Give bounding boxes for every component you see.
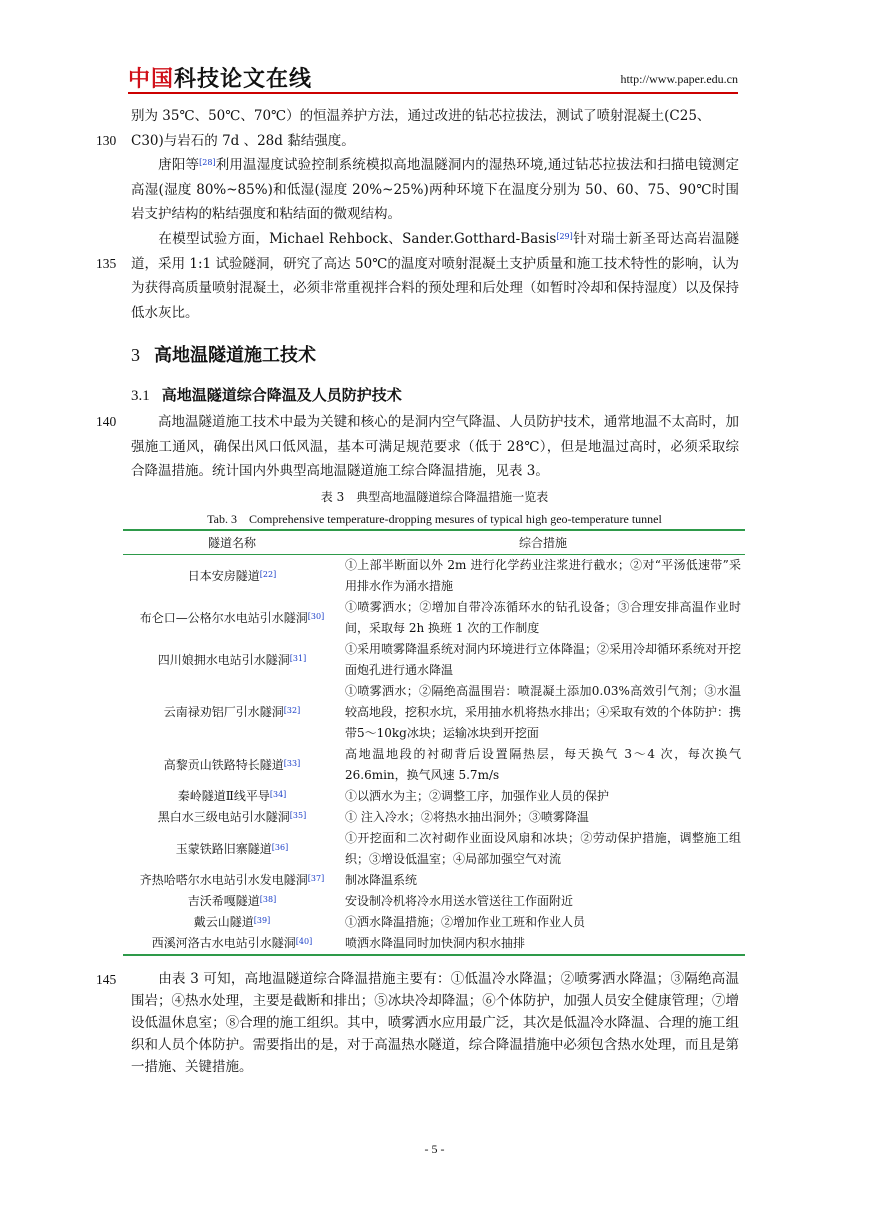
measures-cell: ①采用喷雾降温系统对洞内环境进行立体降温；②采用冷却循环系统对开挖面炮孔进行通水降温 xyxy=(345,642,742,677)
table-row xyxy=(123,681,745,744)
table-row xyxy=(123,597,745,639)
measures-cell: ①开挖面和二次衬砌作业面设风扇和冰块；②劳动保护措施，调整施工组织；③增设低温室；④局部加强空气对流 xyxy=(345,831,741,866)
measures-cell: 高地温地段的衬砌背后设置隔热层，每天换气 3～4 次，每次换气 26.6min，换气风速 5.7m/s xyxy=(345,747,741,782)
citation[interactable]: [36] xyxy=(271,842,289,852)
citation[interactable]: [39] xyxy=(253,916,271,925)
table-row xyxy=(123,828,745,870)
header-rule xyxy=(128,92,738,94)
table-row xyxy=(123,807,745,828)
table-row xyxy=(123,912,745,933)
citation[interactable]: [31] xyxy=(289,653,307,663)
section-heading: 3 高地温隧道施工技术 xyxy=(131,345,316,366)
table-row xyxy=(123,891,745,912)
citation[interactable]: [35] xyxy=(289,811,307,820)
table-row xyxy=(123,555,745,598)
measures-cell: 喷洒水降温同时加快洞内积水抽排 xyxy=(341,933,745,955)
tunnel-name-cell: 云南禄劝铝厂引水隧洞[32] xyxy=(163,705,301,719)
tunnel-name-cell: 四川娘拥水电站引水隧洞[31] xyxy=(157,652,307,667)
table-header-row xyxy=(123,530,745,555)
citation[interactable]: [34] xyxy=(269,790,287,799)
citation[interactable]: [40] xyxy=(295,937,313,946)
table-caption-cn: 表 3 典型高地温隧道综合降温措施一览表 xyxy=(320,490,549,504)
tunnel-name-cell: 日本安房隧道[22] xyxy=(187,568,277,583)
paragraph-2: 唐阳等[28]利用温湿度试验控制系统模拟高地温隧洞内的湿热环境,通过钻芯拉拔法和扫描电镜测定高湿(湿度 80%~85%)和低湿(湿度 20%~25%)两种环境下在温度分别为 50、60、75、90℃时围岩支护结构的粘结强度和粘结面的微观结构。 xyxy=(131,157,740,222)
column-header-tunnel: 隧道名称 xyxy=(123,530,341,555)
line-number: 140 xyxy=(96,414,117,429)
tunnel-name-cell: 齐热哈嗒尔水电站引水发电隧洞[37] xyxy=(139,873,325,887)
column-header-measures: 综合措施 xyxy=(341,530,745,555)
paragraph-1: 别为 35℃、50℃、70℃）的恒温养护方法，通过改进的钻芯拉拔法，测试了喷射混凝土(C25、 C30)与岩石的 7d 、28d 黏结强度。 xyxy=(131,108,711,149)
table-row xyxy=(123,933,745,955)
table-row xyxy=(123,744,745,786)
tunnel-name-cell: 吉沃希嘎隧道[38] xyxy=(187,894,277,908)
journal-logo: 中国科技论文在线 xyxy=(128,67,313,92)
tunnel-name-cell: 布仑口—公格尔水电站引水隧洞[30] xyxy=(139,610,325,625)
measures-cell: ①以洒水为主；②调整工序，加强作业人员的保护 xyxy=(345,789,610,803)
subsection-heading: 3.1 高地温隧道综合降温及人员防护技术 xyxy=(131,386,402,404)
citation[interactable]: [22] xyxy=(259,569,277,579)
citation[interactable]: [28] xyxy=(199,158,216,167)
tunnel-name-cell: 秦岭隧道Ⅱ线平导[34] xyxy=(177,789,287,803)
measures-cell: ①喷雾洒水；②增加自带冷冻循环水的钻孔设备；③合理安排高温作业时间，采取每 2h 换班 1 次的工作制度 xyxy=(345,600,741,635)
line-number: 145 xyxy=(96,972,117,987)
table-row xyxy=(123,639,745,681)
measures-cell: 制冰降温系统 xyxy=(345,873,418,887)
measures-cell: ①上部半断面以外 2m 进行化学药业注浆进行截水；②对“平汤低速带”采用排水作为涌水措施 xyxy=(345,558,741,593)
tunnel-name-cell: 戴云山隧道[39] xyxy=(193,915,271,929)
tunnel-name-cell: 高黎贡山铁路特长隧道[33] xyxy=(163,757,301,772)
paragraph-4: 高地温隧道施工技术中最为关键和核心的是洞内空气降温、人员防护技术，通常地温不太高时，加强施工通风，确保出风口低风温，基本可满足规范要求（低于 28℃），但是地温过高时，必须采取综合降温措施。统计国内外典型高地温隧道施工综合降温措施，见表 3。 xyxy=(131,414,739,479)
citation[interactable]: [38] xyxy=(259,895,277,904)
header-url[interactable]: http://www.paper.edu.cn xyxy=(620,72,738,86)
citation[interactable]: [37] xyxy=(307,874,325,883)
citation[interactable]: [32] xyxy=(283,706,301,715)
measures-cell: 安设制冷机将冷水用送水管送往工作面附近 xyxy=(345,894,574,908)
tunnel-name-cell: 西溪河洛古水电站引水隧洞[40] xyxy=(123,933,341,955)
table-row xyxy=(123,786,745,807)
table-row xyxy=(123,870,745,891)
measures-cell: ①洒水降温措施；②增加作业工班和作业人员 xyxy=(345,915,586,929)
paragraph-5: 由表 3 可知，高地温隧道综合降温措施主要有：①低温冷水降温；②喷雾洒水降温；③隔绝高温围岩；④热水处理，主要是截断和排出；⑤冰块冷却降温；⑥个体防护，加强人员安全健康管理；⑦增设低温休息室；⑧合理的施工组织。其中，喷雾洒水应用最广泛，其次是低温冷水降温、合理的施工组织和人员个体防护。需要指出的是，对于高温热水隧道，综合降温措施中必须包含热水处理，而且是第一措施、关键措施。 xyxy=(131,971,739,1075)
citation[interactable]: [30] xyxy=(307,611,325,621)
table-caption-en: Tab. 3 Comprehensive temperature-dropping mesures of typical high geo-temperature tunnel xyxy=(207,512,662,526)
line-number: 135 xyxy=(96,256,117,271)
tunnel-name-cell: 玉蒙铁路旧寨隧道[36] xyxy=(175,841,289,856)
citation[interactable]: [29] xyxy=(556,232,573,241)
measures-table xyxy=(123,529,745,956)
tunnel-name-cell: 黑白水三级电站引水隧洞[35] xyxy=(157,810,307,824)
citation[interactable]: [33] xyxy=(283,758,301,768)
line-number: 130 xyxy=(96,133,117,148)
paragraph-3: 在模型试验方面，Michael Rehbock、Sander.Gotthard-Basis[29]针对瑞士新圣哥达高岩温隧道，采用 1:1 试验隧洞，研究了高达 50℃的温度对喷射混凝土支护质量和施工技术特性的影响，认为为获得高质量喷射混凝土，必须非常重视拌合料的预处理和后处理（如暂时冷却和保持湿度）以及保持低水灰比。 xyxy=(131,231,740,321)
measures-cell: ①喷雾洒水；②隔绝高温围岩：喷混凝土添加0.03%高效引气剂；③水温较高地段，挖积水坑，采用抽水机将热水排出；④采取有效的个体防护：携带5～10kg冰块；运输冰块到开挖面 xyxy=(345,684,742,740)
page-number: - 5 - xyxy=(424,1142,445,1156)
measures-cell: ① 注入冷水；②将热水抽出洞外；③喷雾降温 xyxy=(345,810,589,824)
